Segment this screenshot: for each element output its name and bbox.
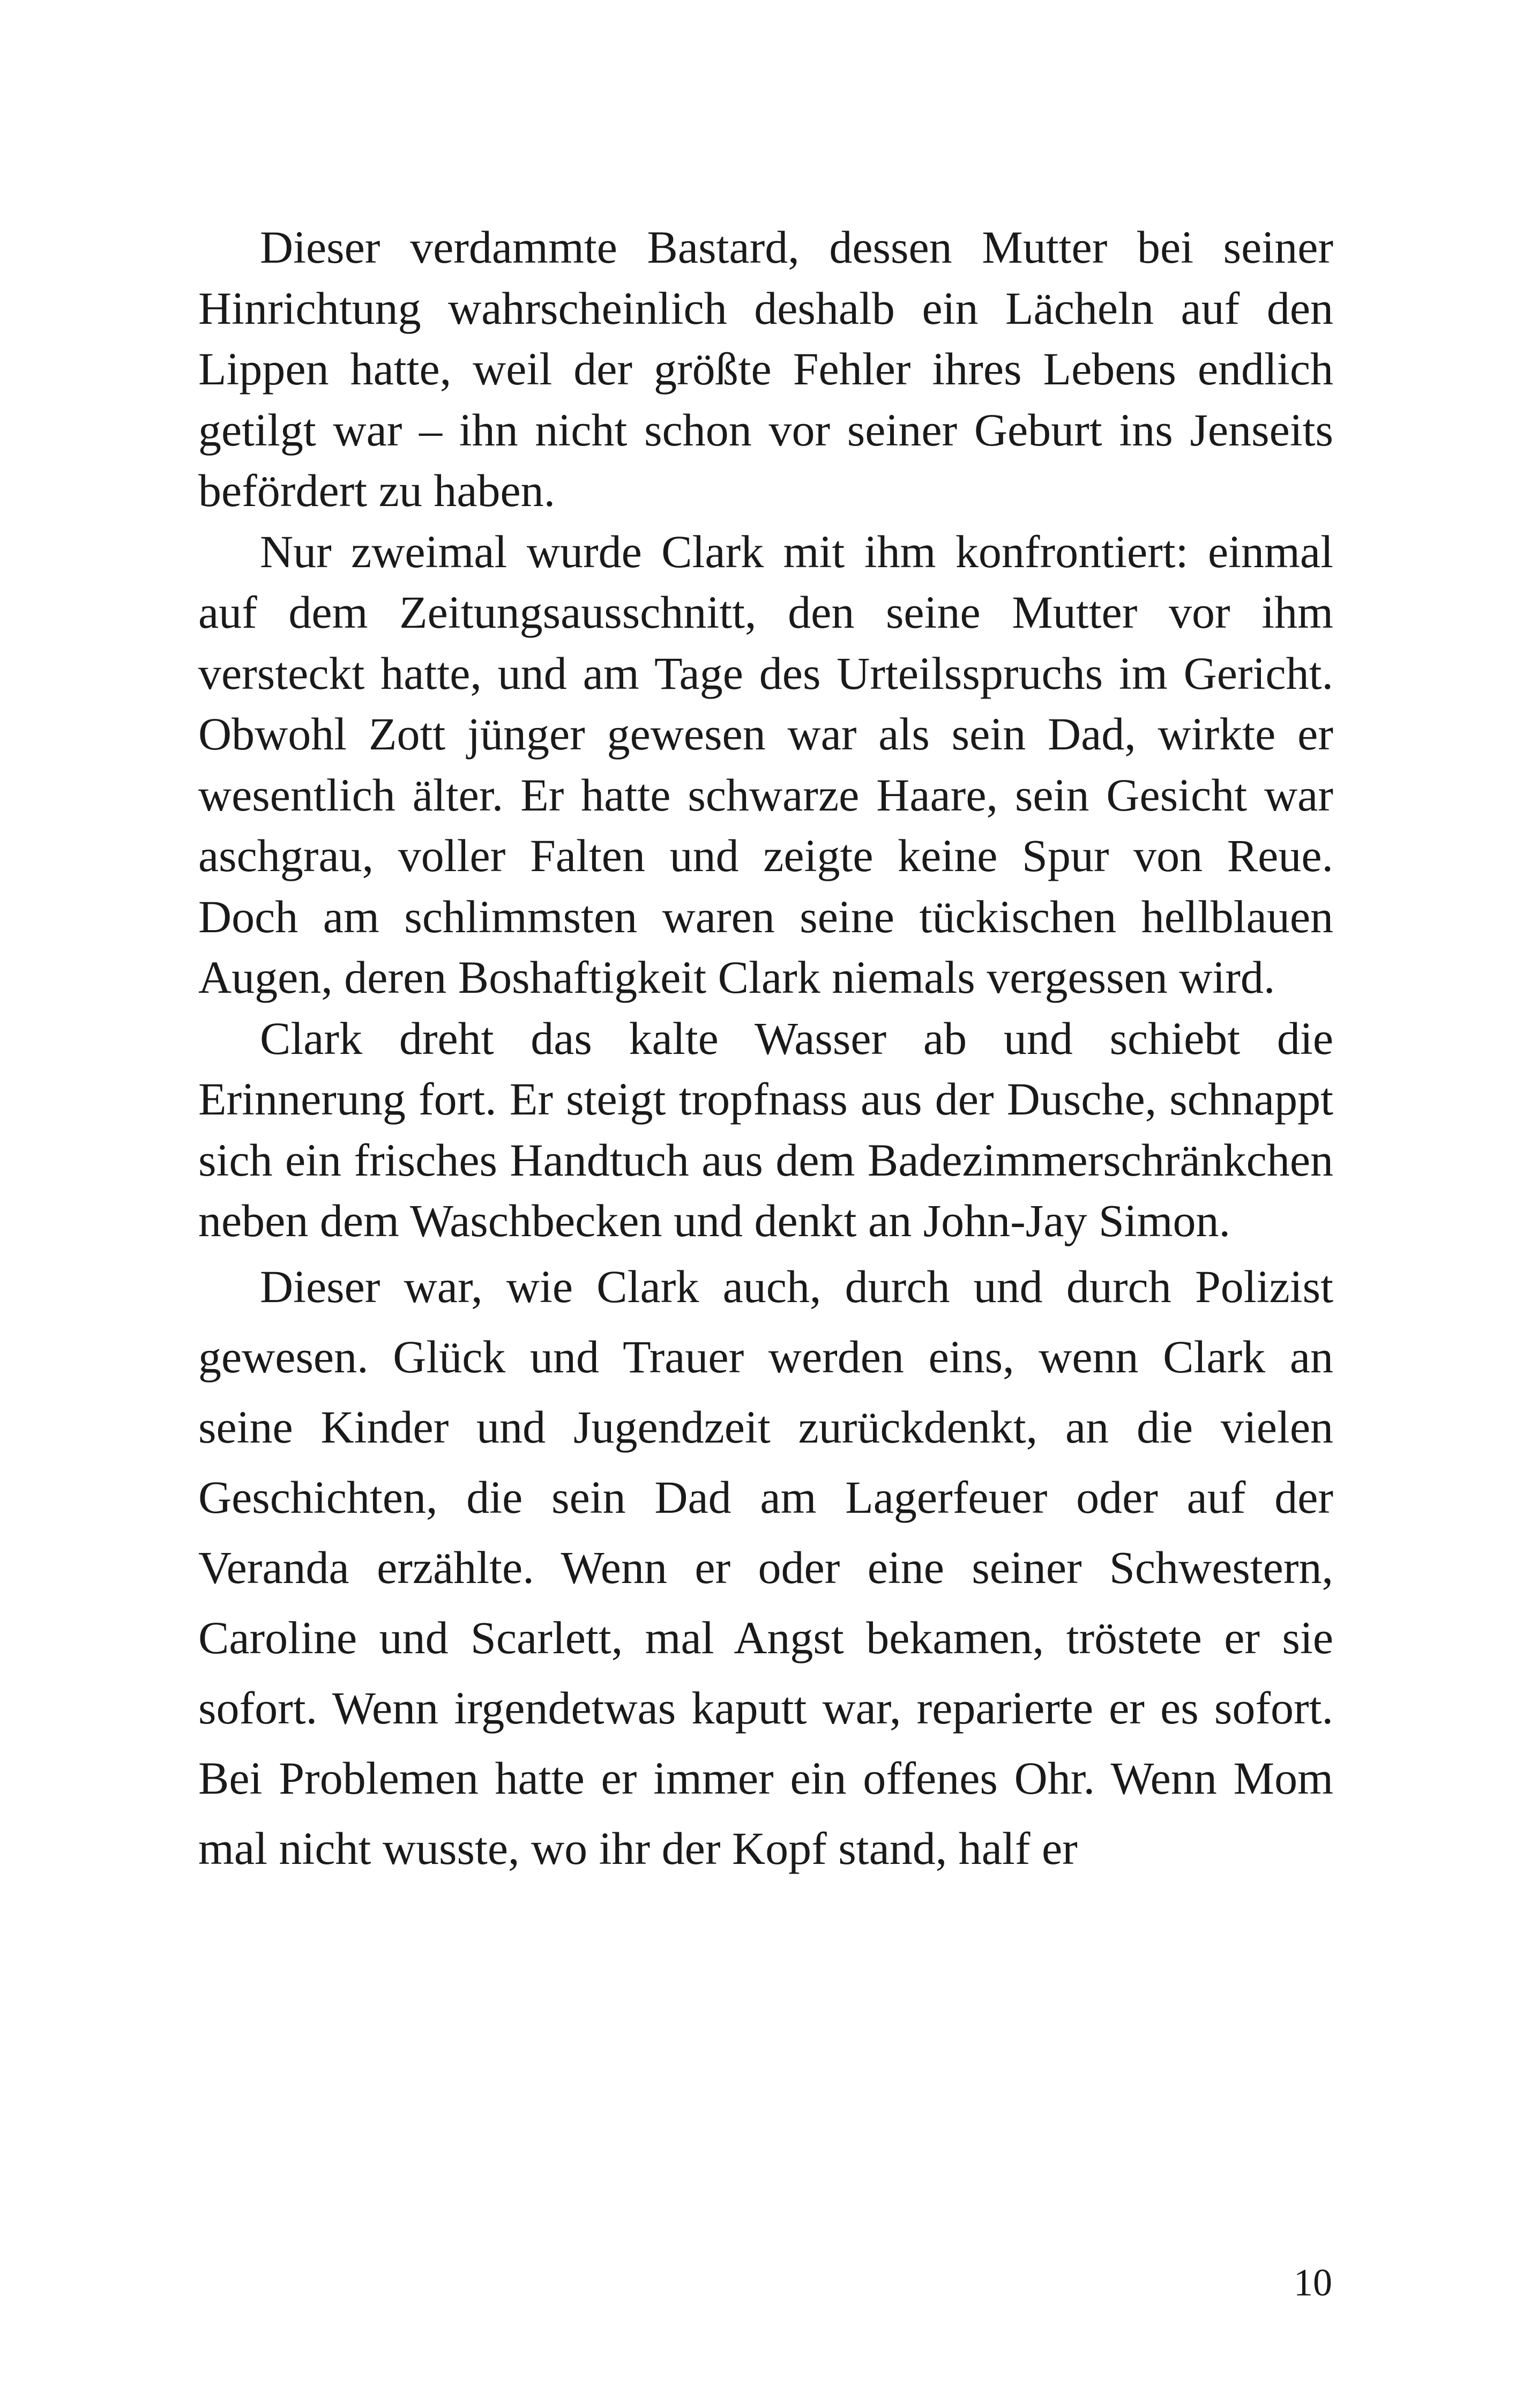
page-body: [198, 217, 1333, 1884]
page-number: 10: [1294, 2261, 1332, 2304]
paragraph-3: Clark dreht das kalte Wasser ab und schiebt die Erinnerung fort. Er steigt tropfnass aus der Dusche, schnappt sich ein frisches Handtuch aus dem Badezimmerschränkchen neben dem Waschbecken und denkt an John-Jay Simon.: [198, 1012, 1333, 1246]
paragraph-1: Dieser verdammte Bastard, dessen Mutter bei seiner Hinrichtung wahrscheinlich deshalb ein Lächeln auf den Lippen hatte, weil der größte Fehler ihres Lebens endlich getilgt war – ihn nicht schon vor seiner Geburt ins Jenseits befördert zu haben.: [198, 221, 1333, 516]
paragraph-2: Nur zweimal wurde Clark mit ihm konfrontiert: einmal auf dem Zeitungsausschnitt, den seine Mutter vor ihm versteckt hatte, und am Tage des Urteilsspruchs im Gericht. Obwohl Zott jünger gewesen war als sein Dad, wirkte er wesentlich älter. Er hatte schwarze Haare, sein Gesicht war aschgrau, voller Falten und zeigte keine Spur von Reue. Doch am schlimmsten waren seine tückischen hellblauen Augen, deren Boshaftigkeit Clark niemals vergessen wird.: [198, 525, 1333, 1003]
paragraph-4: Dieser war, wie Clark auch, durch und durch Polizist gewesen. Glück und Trauer werden eins, wenn Clark an seine Kinder und Jugendzeit zurückdenkt, an die vielen Geschichten, die sein Dad am Lagerfeuer oder auf der Veranda erzählte. Wenn er oder eine seiner Schwestern, Caroline und Scarlett, mal Angst bekamen, tröstete er sie sofort. Wenn irgendetwas kaputt war, reparierte er es sofort. Bei Problemen hatte er immer ein offenes Ohr. Wenn Mom mal nicht wusste, wo ihr der Kopf stand, half er: [198, 1260, 1333, 1874]
